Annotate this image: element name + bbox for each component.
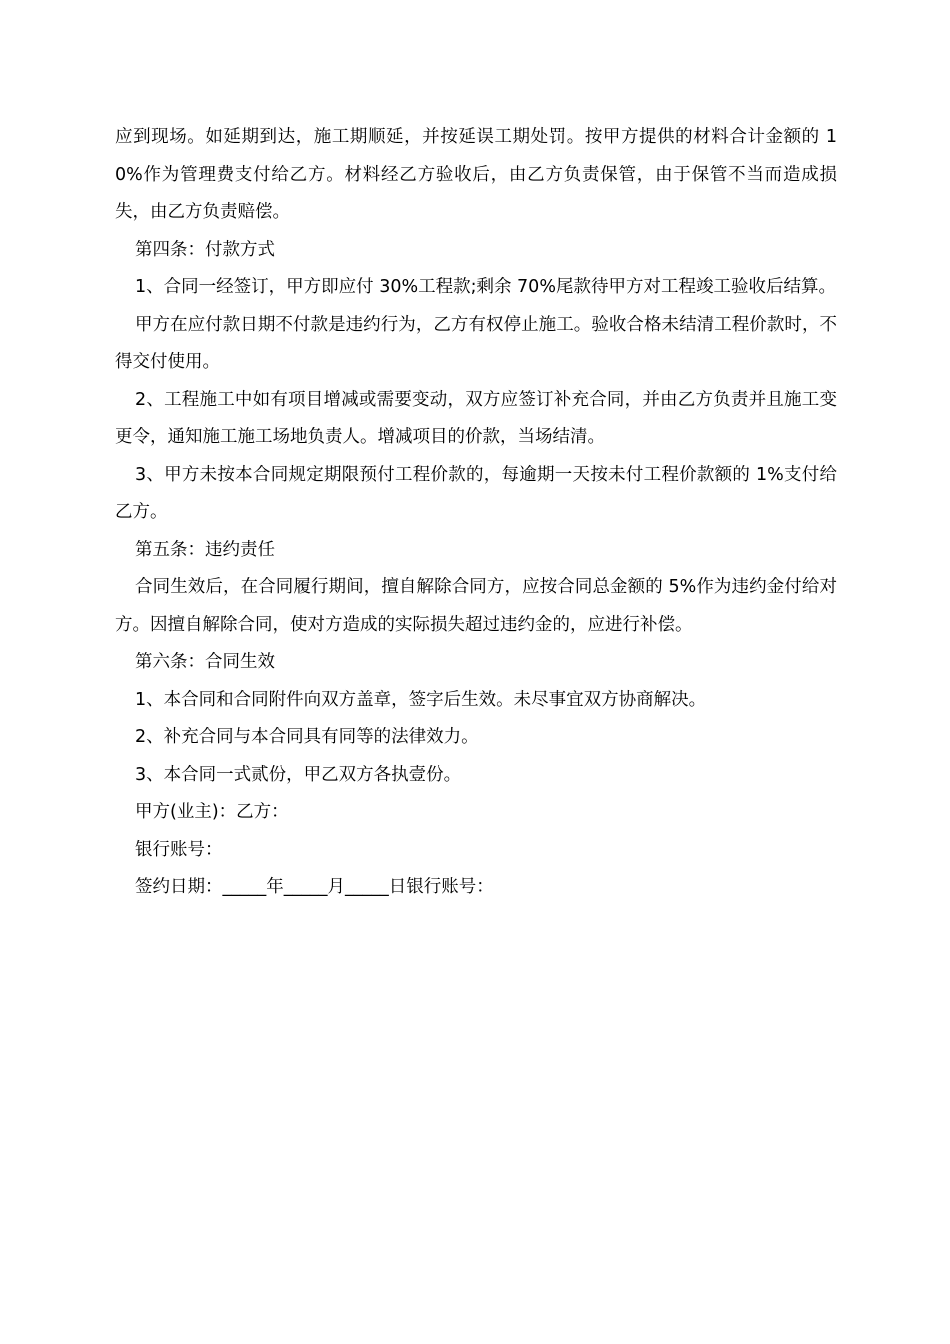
signing-date-line: 签约日期：_____年_____月_____日银行账号： [135, 877, 494, 897]
effect-item-2: 2、补充合同与本合同具有同等的法律效力。 [135, 727, 479, 747]
article-six-heading: 第六条：合同生效 [135, 652, 275, 672]
article-five-heading: 第五条：违约责任 [135, 539, 275, 560]
breach-liability-paragraph: 合同生效后，在合同履行期间，擅自解除合同方，应按合同总金额的 5%作为违约金付给对方。因擅自解除合同，使对方造成的实际损失超过违约金的，应进行补偿。 [115, 577, 837, 635]
effect-item-3: 3、本合同一式贰份，甲乙双方各执壹份。 [135, 764, 462, 785]
bank-account-line: 银行账号： [135, 839, 223, 860]
payment-default-paragraph: 甲方在应付款日期不付款是违约行为，乙方有权停止施工。验收合格未结清工程价款时，不得交付使用。 [115, 314, 837, 372]
effect-item-1: 1、本合同和合同附件向双方盖章，签字后生效。未尽事宜双方协商解决。 [135, 689, 707, 710]
payment-item-3: 3、甲方未按本合同规定期限预付工程价款的，每逾期一天按未付工程价款额的 1%支付给乙方。 [115, 464, 837, 522]
article-four-heading: 第四条：付款方式 [135, 239, 275, 260]
document-page [115, 119, 837, 907]
payment-item-2: 2、工程施工中如有项目增减或需要变动，双方应签订补充合同，并由乙方负责并且施工变更令，通知施工施工场地负责人。增减项目的价款，当场结清。 [115, 389, 837, 447]
clause-three-continuation: 应到现场。如延期到达，施工期顺延，并按延误工期处罚。按甲方提供的材料合计金额的 10%作为管理费支付给乙方。材料经乙方验收后，由乙方负责保管，由于保管不当而造成损失，由乙方负责赔偿。 [115, 127, 837, 222]
signature-parties-line: 甲方(业主)：乙方： [135, 802, 289, 822]
payment-item-1: 1、合同一经签订，甲方即应付 30%工程款;剩余 70%尾款待甲方对工程竣工验收后结算。 [135, 277, 836, 297]
